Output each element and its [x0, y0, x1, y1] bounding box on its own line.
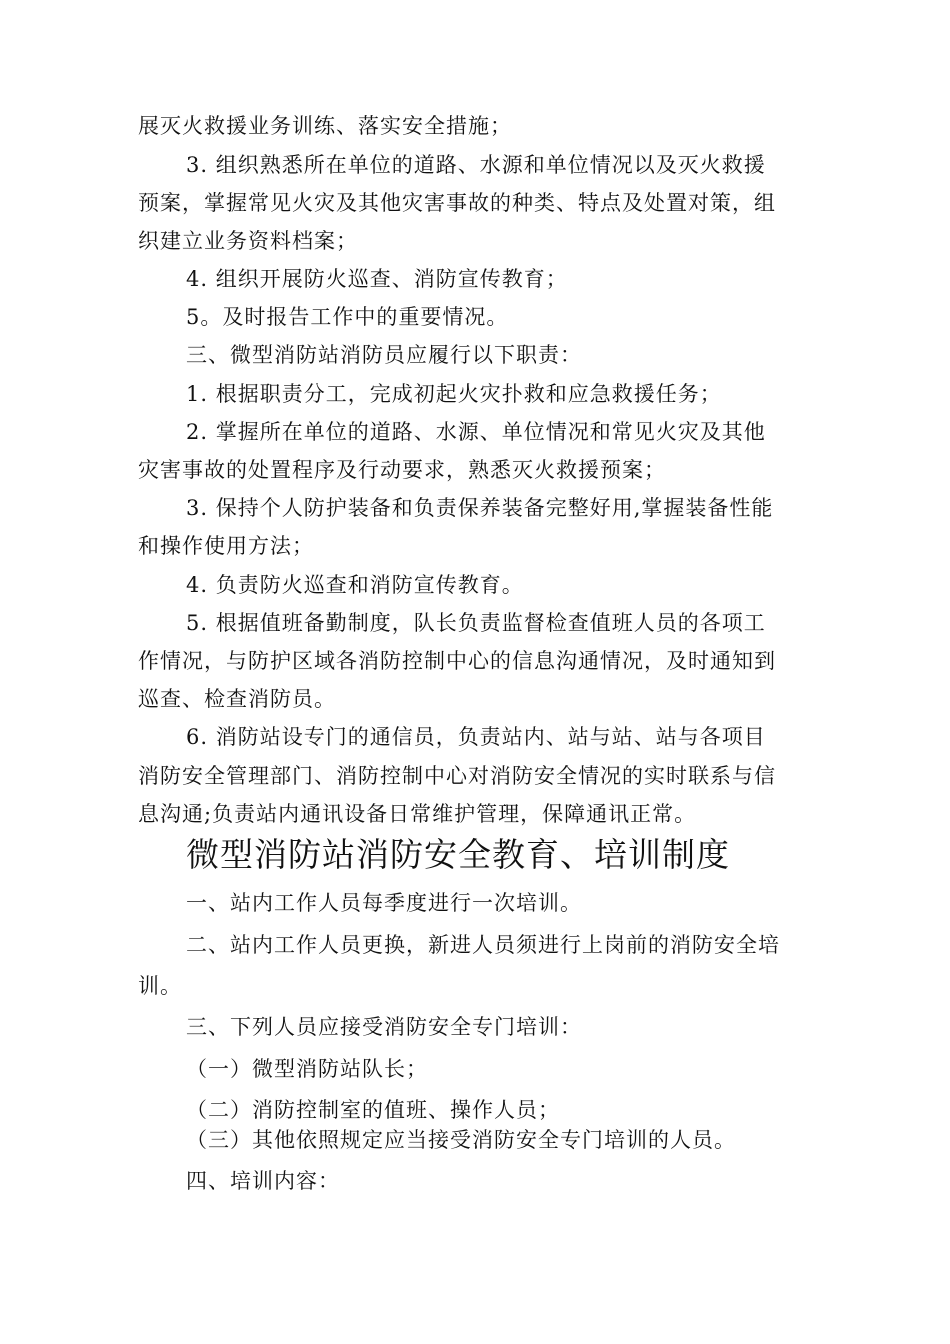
paragraph-line: 3. 组织熟悉所在单位的道路、水源和单位情况以及灭火救援: [186, 153, 766, 177]
paragraph-line: 预案，掌握常见火灾及其他灾害事故的种类、特点及处置对策，组: [138, 191, 776, 215]
paragraph-line: 5。及时报告工作中的重要情况。: [186, 305, 509, 329]
paragraph-line: 6. 消防站设专门的通信员，负责站内、站与站、站与各项目: [186, 725, 766, 749]
section-heading: 四、培训内容：: [186, 1169, 340, 1193]
paragraph-line: 4. 组织开展防火巡查、消防宣传教育；: [186, 267, 568, 291]
paragraph-line: 训。: [138, 974, 182, 998]
paragraph-line: 1. 根据职责分工，完成初起火灾扑救和应急救援任务；: [186, 382, 722, 406]
paragraph-line: 4. 负责防火巡查和消防宣传教育。: [186, 573, 524, 597]
paragraph-line: 消防安全管理部门、消防控制中心对消防安全情况的实时联系与信: [138, 764, 776, 788]
section-heading: 三、下列人员应接受消防安全专门培训：: [186, 1015, 582, 1039]
paragraph-line: 一、站内工作人员每季度进行一次培训。: [186, 891, 582, 915]
paragraph-line: 2. 掌握所在单位的道路、水源、单位情况和常见火灾及其他: [186, 420, 766, 444]
paragraph-line: 巡查、检查消防员。: [138, 687, 336, 711]
paragraph-line: 息沟通;负责站内通讯设备日常维护管理，保障通讯正常。: [138, 802, 697, 826]
paragraph-line: 展灭火救援业务训练、落实安全措施；: [138, 114, 512, 138]
paragraph-line: 二、站内工作人员更换，新进人员须进行上岗前的消防安全培: [186, 933, 780, 957]
paragraph-line: 5. 根据值班备勤制度，队长负责监督检查值班人员的各项工: [186, 611, 766, 635]
paragraph-line: 和操作使用方法；: [138, 534, 314, 558]
section-title: 微型消防站消防安全教育、培训制度: [186, 835, 730, 874]
paragraph-line: 作情况，与防护区域各消防控制中心的信息沟通情况，及时通知到: [138, 649, 776, 673]
list-item: （三）其他依照规定应当接受消防安全专门培训的人员。: [186, 1128, 736, 1152]
list-item: （一）微型消防站队长；: [186, 1057, 428, 1081]
paragraph-line: 灾害事故的处置程序及行动要求，熟悉灭火救援预案；: [138, 458, 666, 482]
list-item: （二）消防控制室的值班、操作人员；: [186, 1098, 560, 1122]
section-heading: 三、微型消防站消防员应履行以下职责：: [186, 343, 582, 367]
paragraph-line: 3. 保持个人防护装备和负责保养装备完整好用,掌握装备性能: [186, 496, 774, 520]
paragraph-line: 织建立业务资料档案；: [138, 229, 358, 253]
